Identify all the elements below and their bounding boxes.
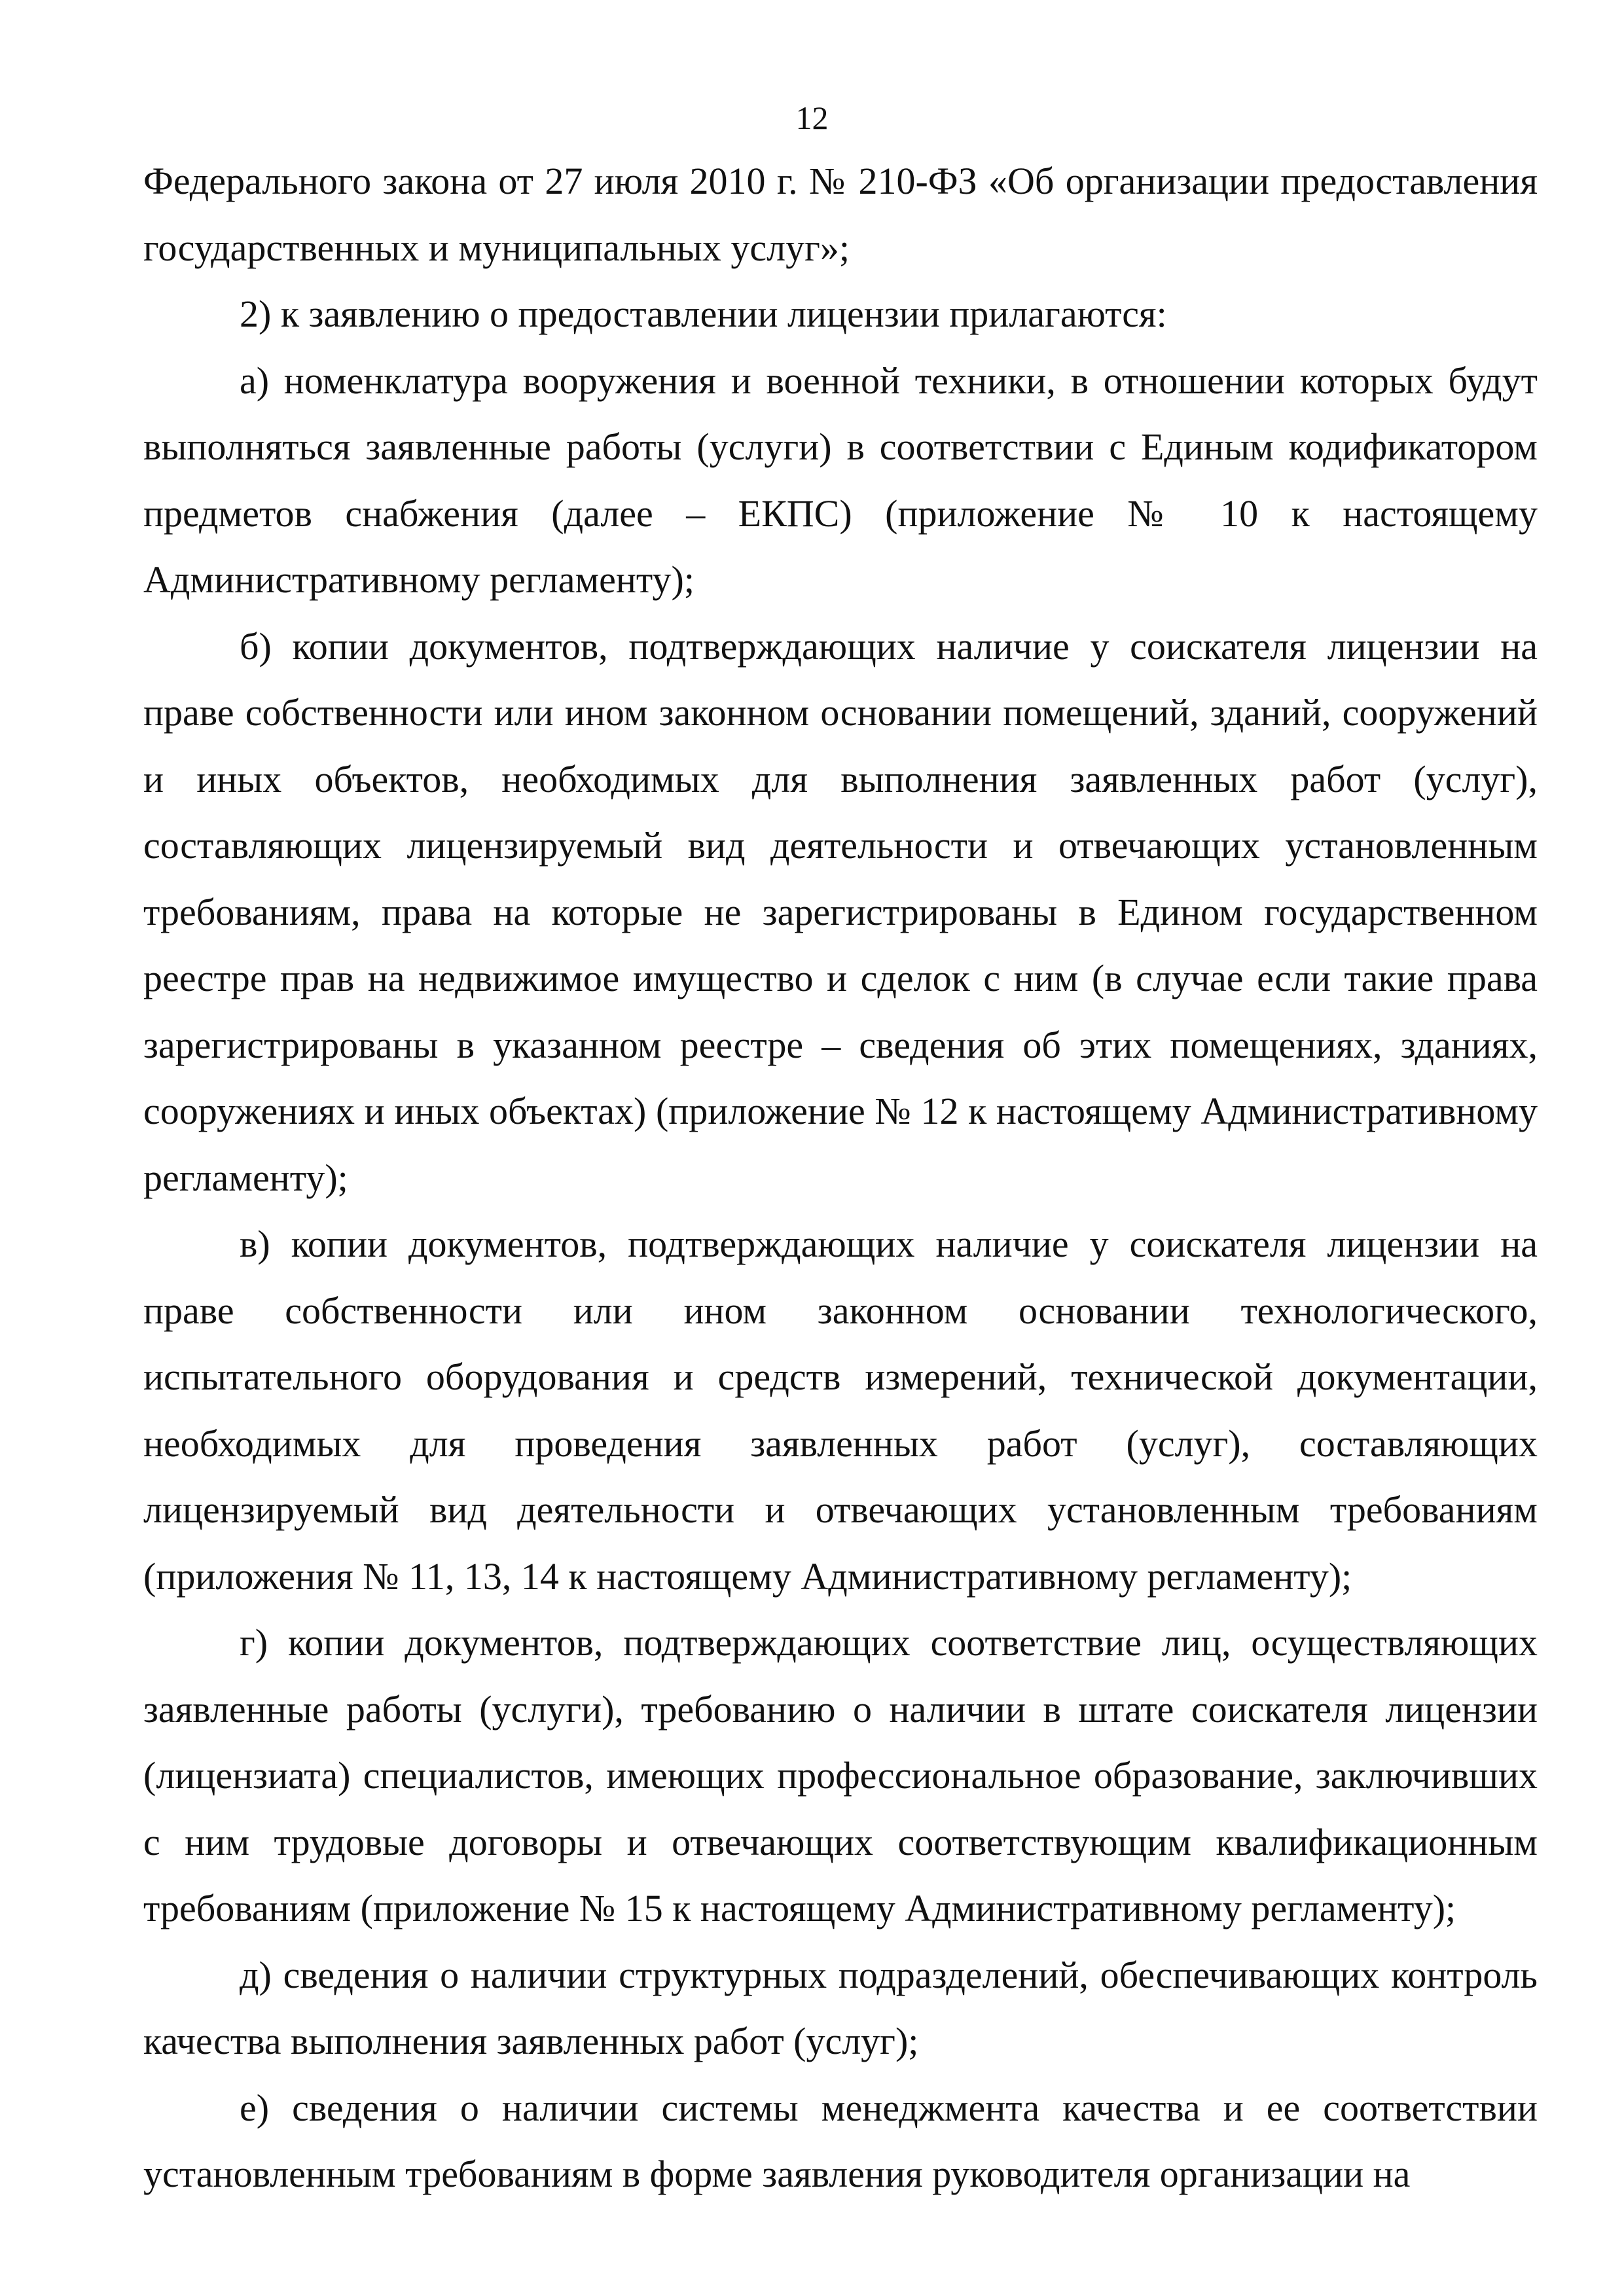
- paragraph-item-2: 2) к заявлению о предоставлении лицензии прилагаются:: [240, 293, 1167, 335]
- paragraph-item-d: д) сведения о наличии структурных подразделений, обеспечивающих контроль качества выполнения заявленных работ (услуг);: [143, 1953, 1538, 2062]
- paragraph-continuation: Федерального закона от 27 июля 2010 г. № 210-ФЗ «Об организации предоставления государственных и муниципальных услуг»;: [143, 160, 1538, 269]
- document-body: [143, 148, 1538, 2208]
- page-number: 12: [795, 99, 829, 136]
- paragraph-item-b: б) копии документов, подтверждающих наличие у соискателя лицензии на праве собственности или ином законном основании помещений, зданий, сооружений и иных объектов, необходимых для выполнения заявленных работ (услуг), составляющих лицензируемый вид деятельности и отвечающих установленным требованиям, права на которые не зарегистрированы в Едином государственном реестре прав на недвижимое имущество и сделок с ним (в случае если такие права зарегистрированы в указанном реестре – сведения об этих помещениях, зданиях, сооружениях и иных объектах) (приложение № 12 к настоящему Административному регламенту);: [143, 624, 1538, 1199]
- paragraph-item-e: е) сведения о наличии системы менеджмента качества и ее соответствии установленным требованиям в форме заявления руководителя организации на: [143, 2086, 1538, 2195]
- paragraph-item-g: г) копии документов, подтверждающих соответствие лиц, осуществляющих заявленные работы (услуги), требованию о наличии в штате соискателя лицензии (лицензиата) специалистов, имеющих профессиональное образование, заключивших с ним трудовые договоры и отвечающих соответствующим квалификационным требованиям (приложение № 15 к настоящему Административному регламенту);: [143, 1621, 1538, 1929]
- paragraph-item-v: в) копии документов, подтверждающих наличие у соискателя лицензии на праве собственности или ином законном основании технологического, испытательного оборудования и средств измерений, технической документации, необходимых для проведения заявленных работ (услуг), составляющих лицензируемый вид деятельности и отвечающих установленным требованиям (приложения № 11, 13, 14 к настоящему Административному регламенту);: [143, 1223, 1538, 1598]
- paragraph-item-a: а) номенклатура вооружения и военной техники, в отношении которых будут выполняться заявленные работы (услуги) в соответствии с Единым кодификатором предметов снабжения (далее – ЕКПС) (приложение № 10 к настоящему Административному регламенту);: [143, 359, 1538, 601]
